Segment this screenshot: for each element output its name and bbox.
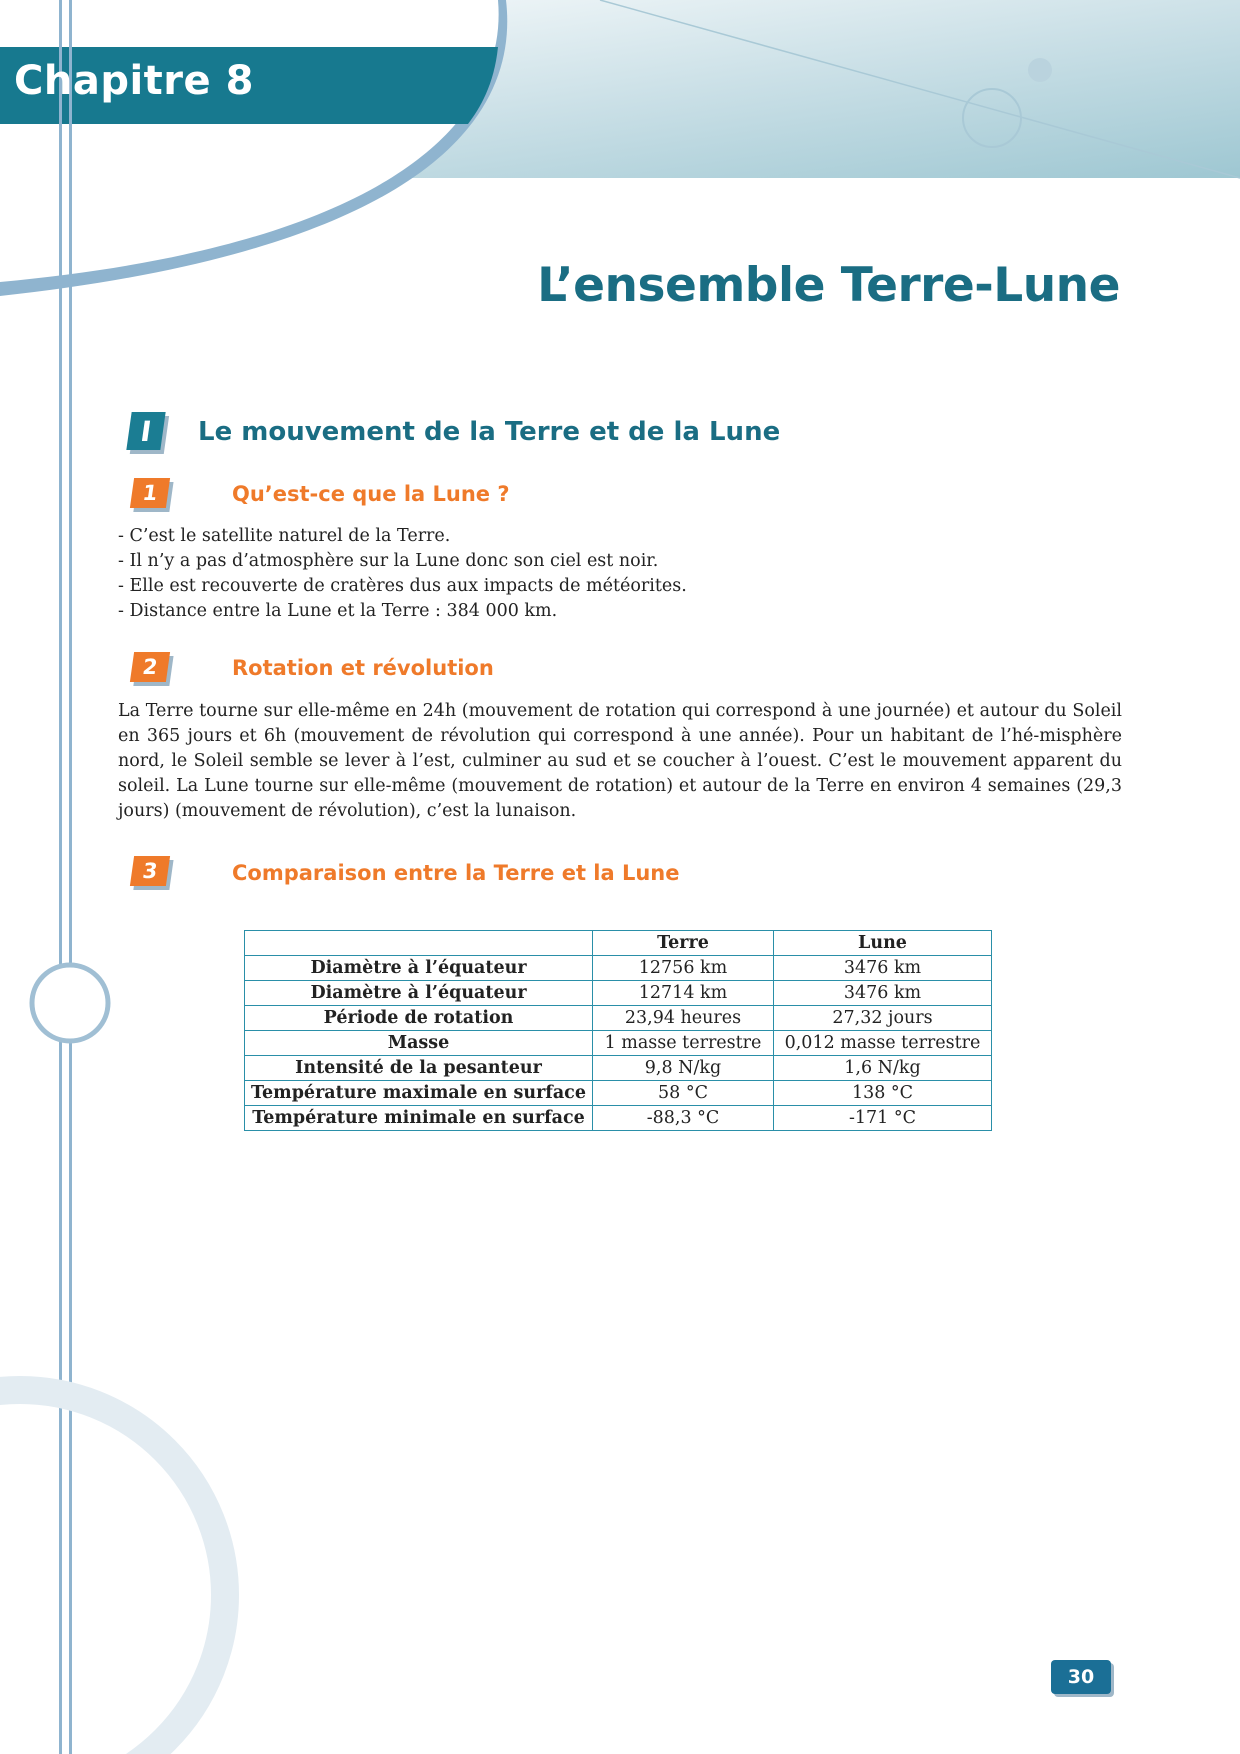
rotation-paragraph: La Terre tourne sur elle-même en 24h (mouvement de rotation qui correspond à une journée) et autour du Soleil en 365 jours et 6h (mouvement de révolution qui correspond à une année). Pour un habitant de l’hé-misphère nord, le Soleil semble se lever à l’est, culminer au sud et se coucher à l’ouest. C’est le mouvement apparent du soleil. La Lune tourne sur elle-même (mouvement de rotation) et autour de la Terre en environ 4 semaines (29,3 jours) (mouvement de révolution), c’est la lunaison. [118, 701, 1122, 821]
earth-value: 12756 km [593, 956, 774, 981]
subsection-badge-1: 1 [130, 478, 170, 508]
row-label: Masse [245, 1031, 593, 1056]
earth-value: 12714 km [593, 981, 774, 1006]
table-row [245, 956, 992, 981]
row-label: Température minimale en surface [245, 1106, 593, 1131]
deco-dot-top [1028, 58, 1052, 82]
table-header-cell: Lune [774, 931, 992, 956]
moon-value: 27,32 jours [774, 1006, 992, 1031]
earth-value: 23,94 heures [593, 1006, 774, 1031]
comparison-table [244, 930, 992, 1131]
margin-line-right [69, 0, 72, 1754]
table-row [245, 1056, 992, 1081]
earth-value: 58 °C [593, 1081, 774, 1106]
subsection-title-1: Qu’est-ce que la Lune ? [232, 482, 510, 506]
row-label: Période de rotation [245, 1006, 593, 1031]
list-item: - Il n’y a pas d’atmosphère sur la Lune donc son ciel est noir. [118, 551, 659, 571]
deco-ring-left [32, 965, 108, 1041]
moon-facts-list [118, 524, 1118, 624]
table-row [245, 1031, 992, 1056]
section-title: Le mouvement de la Terre et de la Lune [198, 417, 781, 447]
earth-value: 9,8 N/kg [593, 1056, 774, 1081]
row-label: Diamètre à l’équateur [245, 981, 593, 1006]
earth-value: -88,3 °C [593, 1106, 774, 1131]
page-number: 30 [1051, 1660, 1111, 1694]
moon-value: 138 °C [774, 1081, 992, 1106]
moon-value: -171 °C [774, 1106, 992, 1131]
table-header-cell: Terre [593, 931, 774, 956]
row-label: Température maximale en surface [245, 1081, 593, 1106]
table-row [245, 981, 992, 1006]
list-item: - C’est le satellite naturel de la Terre. [118, 526, 451, 546]
list-item: - Distance entre la Lune et la Terre : 384 000 km. [118, 601, 558, 621]
margin-line-left [59, 0, 62, 1754]
list-item: - Elle est recouverte de cratères dus aux impacts de météorites. [118, 576, 687, 596]
section-number-badge: I [126, 412, 165, 450]
moon-value: 0,012 masse terrestre [774, 1031, 992, 1056]
row-label: Diamètre à l’équateur [245, 956, 593, 981]
chapter-label: Chapitre 8 [14, 58, 254, 104]
table-row [245, 1081, 992, 1106]
subsection-title-2: Rotation et révolution [232, 656, 494, 680]
table-row [245, 1006, 992, 1031]
subsection-title-3: Comparaison entre la Terre et la Lune [232, 861, 680, 885]
table-header-row [245, 931, 992, 956]
subsection-badge-3: 3 [130, 856, 170, 886]
moon-value: 1,6 N/kg [774, 1056, 992, 1081]
deco-ring-large [0, 1390, 225, 1754]
earth-value: 1 masse terrestre [593, 1031, 774, 1056]
page-title: L’ensemble Terre-Lune [537, 258, 1120, 313]
subsection-badge-2: 2 [130, 652, 170, 682]
row-label: Intensité de la pesanteur [245, 1056, 593, 1081]
table-row [245, 1106, 992, 1131]
moon-value: 3476 km [774, 956, 992, 981]
moon-value: 3476 km [774, 981, 992, 1006]
table-header-cell [245, 931, 593, 956]
